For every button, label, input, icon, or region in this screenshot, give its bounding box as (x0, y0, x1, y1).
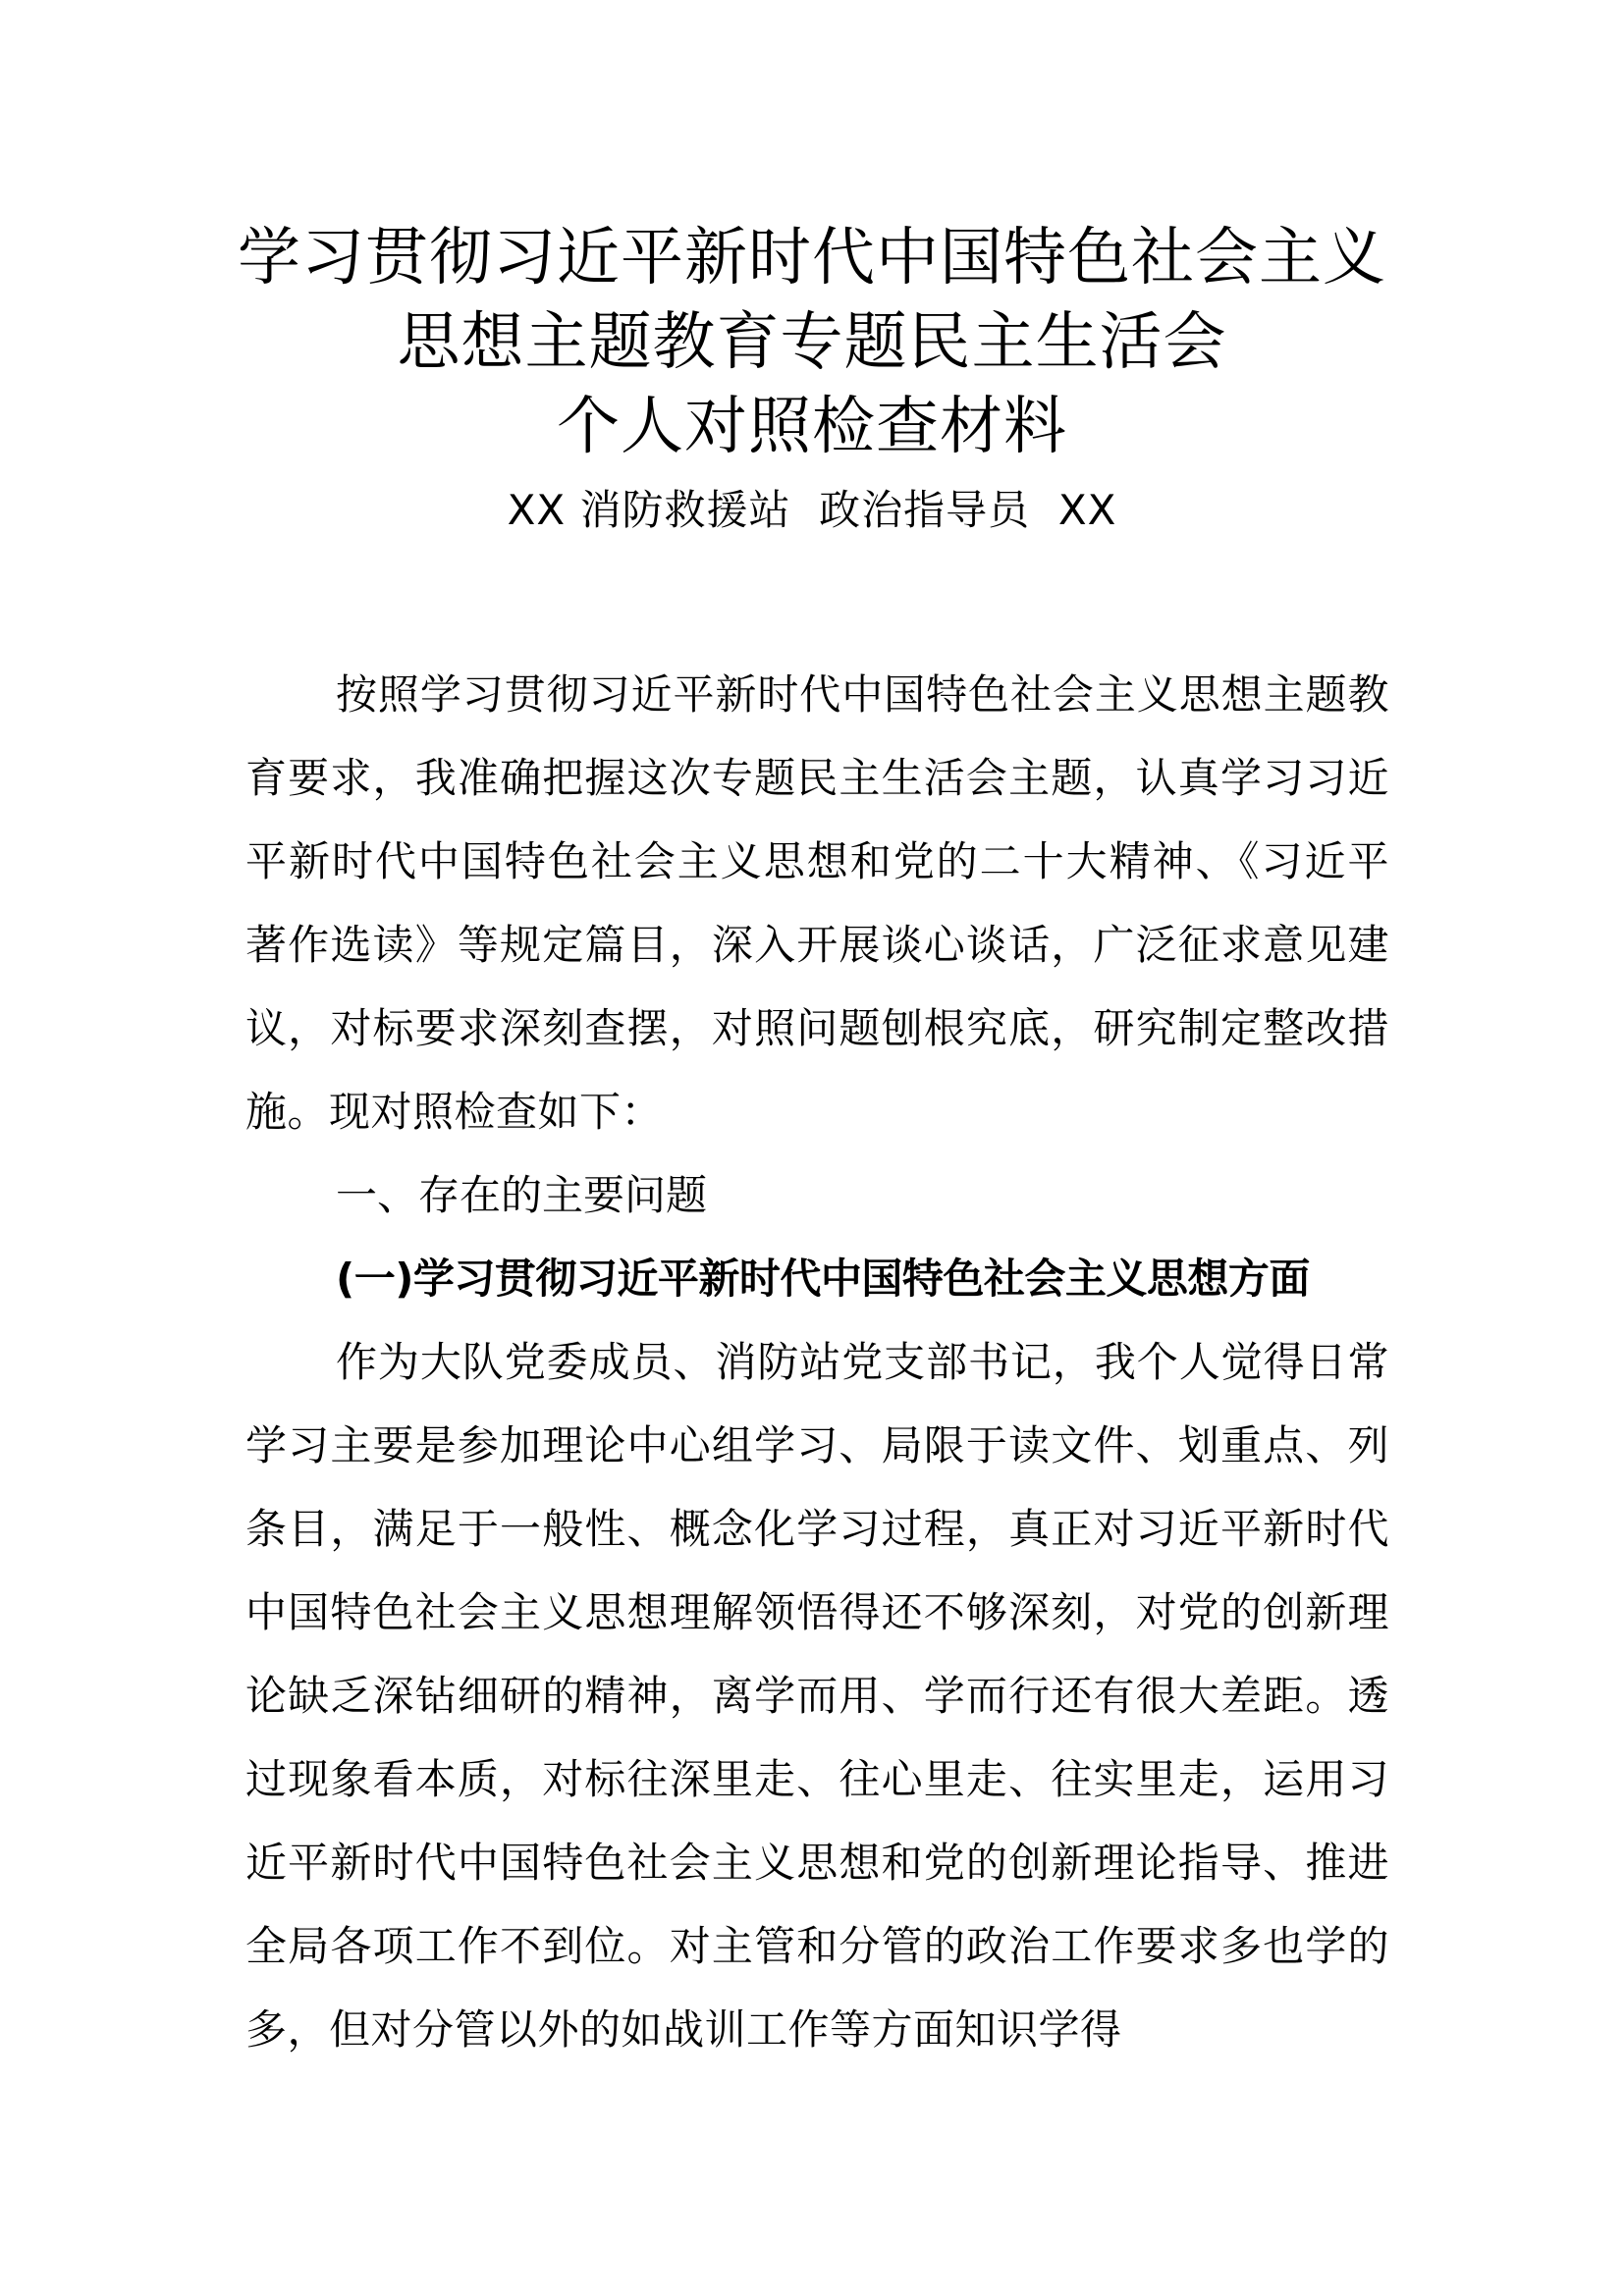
section-heading-1: 一、存在的主要问题 (336, 1171, 708, 1219)
title-line-2: 思想主题教育专题民主生活会 (397, 306, 1227, 379)
intro-paragraph: 按照学习贯彻习近平新时代中国特色社会主义思想主题教育要求，我准确把握这次专题民主生活会主题，认真学习习近平新时代中国特色社会主义思想和党的二十大精神、《习近平著作选读》等规定篇目，深入开展谈心谈话，广泛征求意见建议，对标要求深刻查摆，对照问题刨根究底，研究制定整改措施。现对照检查如下： (245, 670, 1389, 1136)
title-line-3: 个人对照检查材料 (557, 391, 1067, 463)
document-title (147, 216, 1477, 469)
subsection-1-paragraph: 作为大队党委成员、消防站党支部书记，我个人觉得日常学习主要是参加理论中心组学习、局限于读文件、划重点、列条目，满足于一般性、概念化学习过程，真正对习近平新时代中国特色社会主义思想理解领悟得还不够深刻，对党的创新理论缺乏深钻细研的精神，离学而用、学而行还有很大差距。透过现象看本质，对标往深里走、往心里走、往实里走，运用习近平新时代中国特色社会主义思想和党的创新理论指导、推进全局各项工作不到位。对主管和分管的政治工作要求多也学的多，但对分管以外的如战训工作等方面知识学得 (245, 1338, 1389, 2054)
subsection-heading-1: (一)学习贯彻习近平新时代中国特色社会主义思想方面 (336, 1255, 1310, 1303)
document-body (245, 653, 1389, 2071)
author-line: XX 消防救援站 政治指导员 XX (507, 486, 1117, 534)
title-line-1: 学习贯彻习近平新时代中国特色社会主义 (238, 222, 1386, 294)
